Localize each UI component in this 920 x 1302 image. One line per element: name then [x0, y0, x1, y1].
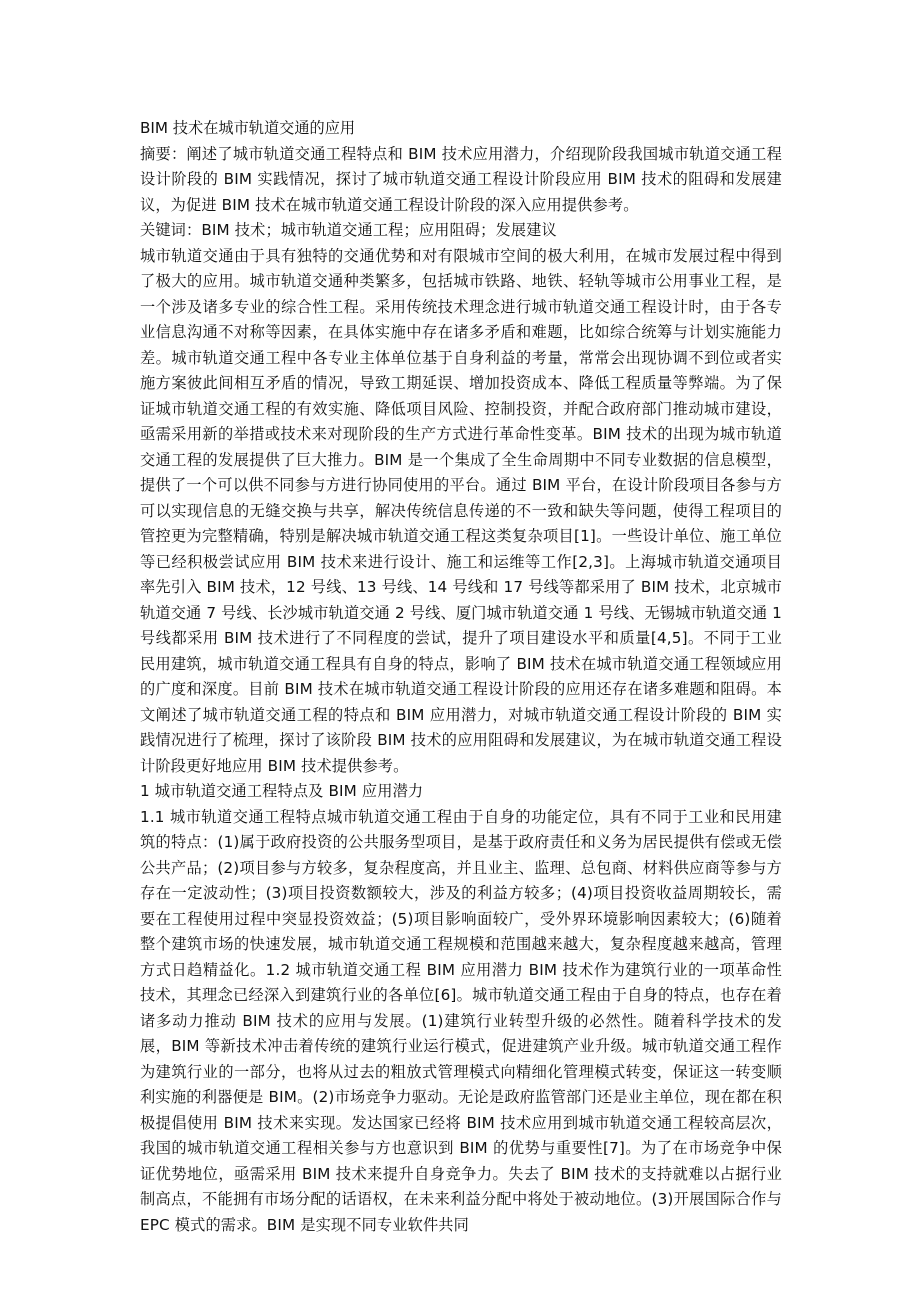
section-body-paragraph: 1.1 城市轨道交通工程特点城市轨道交通工程由于自身的功能定位，具有不同于工业和民用建筑的特点：(1)属于政府投资的公共服务型项目，是基于政府责任和义务为居民提供有偿或无偿公共产品；(2)项目参与方较多，复杂程度高，并且业主、监理、总包商、材料供应商等参与方存在一定波动性；(3)项目投资数额较大，涉及的利益方较多；(4)项目投资收益周期较长，需要在工程使用过程中突显投资效益；(5)项目影响面较广，受外界环境影响因素较大；(6)随着整个建筑市场的快速发展，城市轨道交通工程规模和范围越来越大，复杂程度越来越高，管理方式日趋精益化。1.2 城市轨道交通工程 BIM 应用潜力 BIM 技术作为建筑行业的一项革命性技术，其理念已经深入到建筑行业的各单位[6]。城市轨道交通工程由于自身的特点，也存在着诸多动力推动 BIM 技术的应用与发展。(1)建筑行业转型升级的必然性。随着科学技术的发展，BIM 等新技术冲击着传统的建筑行业运行模式，促进建筑产业升级。城市轨道交通工程作为建筑行业的一部分，也将从过去的粗放式管理模式向精细化管理模式转变，保证这一转变顺利实施的利器便是 BIM。(2)市场竞争力驱动。无论是政府监管部门还是业主单位，现在都在积极提倡使用 BIM 技术来实现。发达国家已经将 BIM 技术应用到城市轨道交通工程较高层次，我国的城市轨道交通工程相关参与方也意识到 BIM 的优势与重要性[7]。为了在市场竞争中保证优势地位，亟需采用 BIM 技术来提升自身竞争力。失去了 BIM 技术的支持就难以占据行业制高点，不能拥有市场分配的话语权，在未来利益分配中将处于被动地位。(3)开展国际合作与 EPC 模式的需求。BIM 是实现不同专业软件共同 [140, 807, 782, 1234]
keywords-paragraph: 关键词：BIM 技术；城市轨道交通工程；应用阻碍；发展建议 [140, 221, 557, 239]
document-page [140, 116, 782, 1238]
section-heading: 1 城市轨道交通工程特点及 BIM 应用潜力 [140, 782, 424, 800]
abstract-paragraph: 摘要：阐述了城市轨道交通工程特点和 BIM 技术应用潜力，介绍现阶段我国城市轨道交通工程设计阶段的 BIM 实践情况，探讨了城市轨道交通工程设计阶段应用 BIM 技术的阻碍和发展建议，为促进 BIM 技术在城市轨道交通工程设计阶段的深入应用提供参考。 [140, 144, 782, 214]
intro-paragraph: 城市轨道交通由于具有独特的交通优势和对有限城市空间的极大利用，在城市发展过程中得到了极大的应用。城市轨道交通种类繁多，包括城市铁路、地铁、轻轨等城市公用事业工程，是一个涉及诸多专业的综合性工程。采用传统技术理念进行城市轨道交通工程设计时，由于各专业信息沟通不对称等因素，在具体实施中存在诸多矛盾和难题，比如综合统筹与计划实施能力差。城市轨道交通工程中各专业主体单位基于自身利益的考量，常常会出现协调不到位或者实施方案彼此间相互矛盾的情况，导致工期延误、增加投资成本、降低工程质量等弊端。为了保证城市轨道交通工程的有效实施、降低项目风险、控制投资，并配合政府部门推动城市建设，亟需采用新的举措或技术来对现阶段的生产方式进行革命性变革。BIM 技术的出现为城市轨道交通工程的发展提供了巨大推力。BIM 是一个集成了全生命周期中不同专业数据的信息模型，提供了一个可以供不同参与方进行协同使用的平台。通过 BIM 平台，在设计阶段项目各参与方可以实现信息的无缝交换与共享，解决传统信息传递的不一致和缺失等问题，使得工程项目的管控更为完整精确，特别是解决城市轨道交通工程这类复杂项目[1]。一些设计单位、施工单位等已经积极尝试应用 BIM 技术来进行设计、施工和运维等工作[2,3]。上海城市轨道交通项目率先引入 BIM 技术，12 号线、13 号线、14 号线和 17 号线等都采用了 BIM 技术，北京城市轨道交通 7 号线、长沙城市轨道交通 2 号线、厦门城市轨道交通 1 号线、无锡城市轨道交通 1 号线都采用 BIM 技术进行了不同程度的尝试，提升了项目建设水平和质量[4,5]。不同于工业民用建筑，城市轨道交通工程具有自身的特点，影响了 BIM 技术在城市轨道交通工程领域应用的广度和深度。目前 BIM 技术在城市轨道交通工程设计阶段的应用还存在诸多难题和阻碍。本文阐述了城市轨道交通工程的特点和 BIM 应用潜力，对城市轨道交通工程设计阶段的 BIM 实践情况进行了梳理，探讨了该阶段 BIM 技术的应用阻碍和发展建议，为在城市轨道交通工程设计阶段更好地应用 BIM 技术提供参考。 [140, 246, 782, 775]
document-title: BIM 技术在城市轨道交通的应用 [140, 119, 356, 137]
